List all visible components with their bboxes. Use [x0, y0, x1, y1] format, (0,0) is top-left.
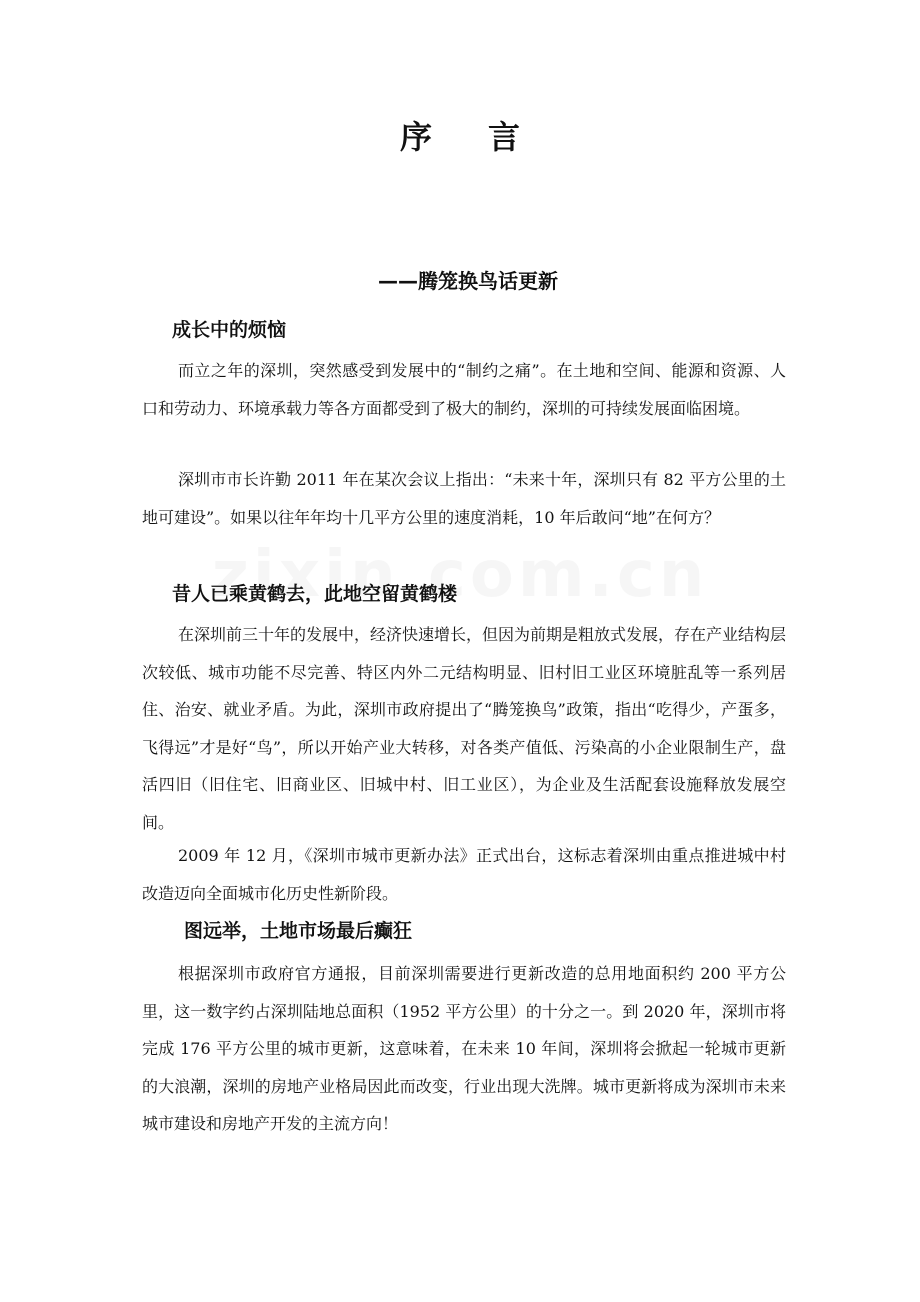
section-heading-land-market: 图远举，土地市场最后癫狂	[184, 920, 413, 942]
section-paragraph: 2009 年 12 月，《深圳市城市更新办法》正式出台，这标志着深圳由重点推进城中村改造迈向全面城市化历史性新阶段。	[142, 846, 786, 903]
section-paragraph: 深圳市市长许勤 2011 年在某次会议上指出：“未来十年，深圳只有 82 平方公里的土地可建设”。如果以往年年均十几平方公里的速度消耗，10 年后敢问“地”在何方？	[142, 470, 786, 527]
section-paragraph: 根据深圳市政府官方通报，目前深圳需要进行更新改造的总用地面积约 200 平方公里，这一数字约占深圳陆地总面积（1952 平方公里）的十分之一。到 2020 年，深圳市将完成 176 平方公里的城市更新，这意味着，在未来 10 年间，深圳将会掀起一轮城市更新的大浪潮，深圳的房地产业格局因此而改变，行业出现大洗牌。城市更新将成为深圳市未来城市建设和房地产开发的主流方向！	[142, 964, 786, 1133]
section-paragraph: 而立之年的深圳，突然感受到发展中的“制约之痛”。在土地和空间、能源和资源、人口和劳动力、环境承载力等各方面都受到了极大的制约，深圳的可持续发展面临困境。	[142, 361, 786, 418]
section-heading-yellow-crane: 昔人已乘黄鹤去，此地空留黄鹤楼	[172, 583, 458, 605]
page-subtitle: ——腾笼换鸟话更新	[378, 269, 558, 293]
section-paragraph: 在深圳前三十年的发展中，经济快速增长，但因为前期是粗放式发展，存在产业结构层次较低、城市功能不尽完善、特区内外二元结构明显、旧村旧工业区环境脏乱等一系列居住、治安、就业矛盾。为此，深圳市政府提出了“腾笼换鸟”政策，指出“吃得少，产蛋多，飞得远”才是好“鸟”，所以开始产业大转移，对各类产值低、污染高的小企业限制生产，盘活四旧（旧住宅、旧商业区、旧城中村、旧工业区），为企业及生活配套设施释放发展空间。	[142, 625, 787, 832]
watermark	[0, 538, 920, 612]
page-title: 序言	[399, 118, 576, 156]
section-heading-growing-pains: 成长中的烦恼	[172, 319, 287, 341]
